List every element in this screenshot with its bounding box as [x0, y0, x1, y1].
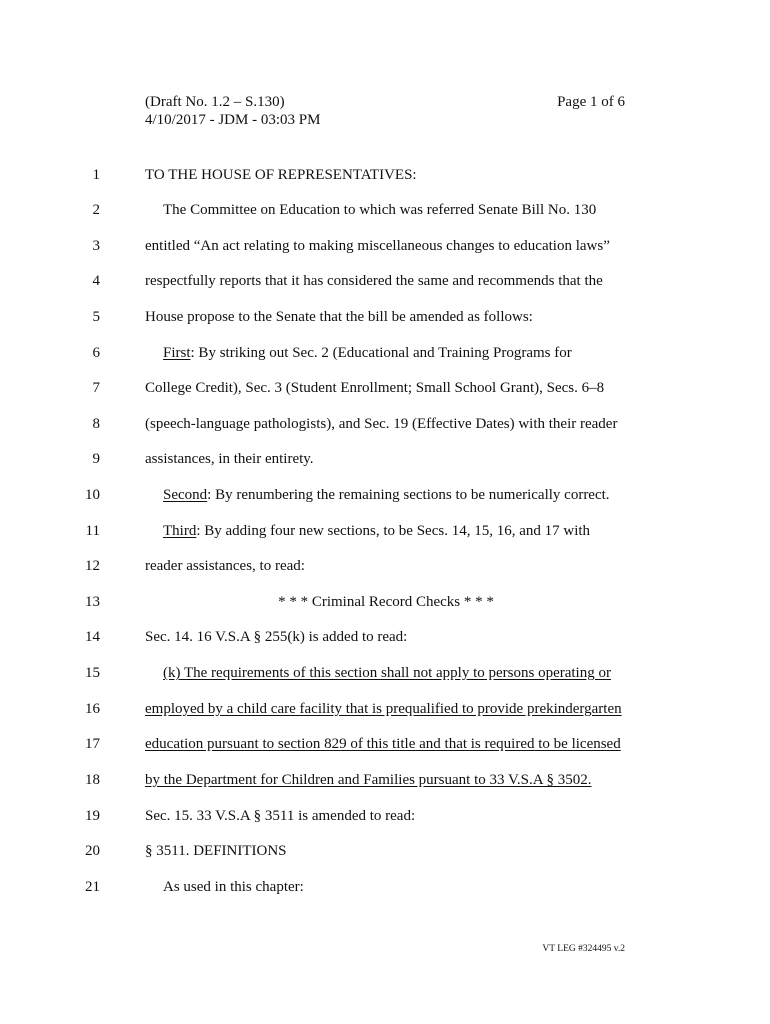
bill-line: [0, 200, 770, 224]
line-number: 6: [92, 345, 100, 361]
line-text: Sec. 15. 33 V.S.A § 3511 is amended to read:: [145, 808, 416, 824]
line-text-rest: : By renumbering the remaining sections to be numerically correct.: [207, 487, 610, 503]
line-number: 21: [85, 879, 100, 895]
bill-line: [0, 770, 770, 794]
line-number: 5: [92, 309, 100, 325]
bill-line: [0, 556, 770, 580]
line-text: College Credit), Sec. 3 (Student Enrollment; Small School Grant), Secs. 6–8: [145, 380, 605, 396]
line-number: 17: [85, 736, 100, 752]
bill-line: [0, 877, 770, 901]
bill-line: [0, 699, 770, 723]
bill-line: [0, 271, 770, 295]
bill-line: [0, 165, 770, 189]
line-text: TO THE HOUSE OF REPRESENTATIVES:: [145, 167, 417, 183]
line-number: 19: [85, 808, 100, 824]
line-text: The Committee on Education to which was referred Senate Bill No. 130: [163, 202, 597, 218]
bill-line: [0, 521, 770, 545]
line-number: 8: [92, 416, 100, 432]
line-text: [163, 521, 645, 541]
page-number: Page 1 of 6: [557, 94, 625, 110]
added-text: employed by a child care facility that is prequalified to provide prekindergarten: [145, 701, 622, 717]
line-number: 12: [85, 558, 100, 574]
line-number: 14: [85, 629, 100, 645]
bill-line: [0, 236, 770, 260]
draft-number: (Draft No. 1.2 – S.130): [145, 94, 285, 110]
line-number: 16: [85, 701, 100, 717]
amendment-ordinal: Third: [163, 523, 197, 539]
line-number: 9: [92, 451, 100, 467]
amendment-ordinal: Second: [163, 487, 208, 503]
bill-line: [0, 378, 770, 402]
added-text: education pursuant to section 829 of this title and that is required to be licensed: [145, 736, 621, 752]
added-text: (k) The requirements of this section shall not apply to persons operating or: [163, 665, 611, 681]
line-number: 20: [85, 843, 100, 859]
line-text: § 3511. DEFINITIONS: [145, 843, 287, 859]
line-text-rest: : By adding four new sections, to be Secs. 14, 15, 16, and 17 with: [196, 523, 591, 539]
line-number: 1: [92, 167, 100, 183]
line-number: 18: [85, 772, 100, 788]
line-text: Sec. 14. 16 V.S.A § 255(k) is added to read:: [145, 629, 408, 645]
line-text: respectfully reports that it has considered the same and recommends that the: [145, 273, 603, 289]
line-text: [163, 485, 645, 505]
bill-line: [0, 449, 770, 473]
bill-line: [0, 343, 770, 367]
line-number: 13: [85, 594, 100, 610]
line-number: 7: [92, 380, 100, 396]
bill-line: [0, 627, 770, 651]
bill-line: [0, 734, 770, 758]
bill-line: [0, 485, 770, 509]
line-text: As used in this chapter:: [163, 879, 304, 895]
added-text: by the Department for Children and Families pursuant to 33 V.S.A § 3502.: [145, 772, 592, 788]
bill-line: [0, 592, 770, 616]
line-text-rest: : By striking out Sec. 2 (Educational and Training Programs for: [190, 345, 572, 361]
draft-datetime: 4/10/2017 - JDM - 03:03 PM: [145, 112, 321, 128]
line-text: House propose to the Senate that the bill be amended as follows:: [145, 309, 533, 325]
page-header-left: [145, 93, 320, 129]
line-text: reader assistances, to read:: [145, 558, 305, 574]
amendment-ordinal: First: [163, 345, 191, 361]
line-number: 2: [92, 202, 100, 218]
bill-line: [0, 806, 770, 830]
bill-line: [0, 414, 770, 438]
line-text: assistances, in their entirety.: [145, 451, 314, 467]
line-text: [163, 343, 645, 363]
document-id-footer: VT LEG #324495 v.2: [542, 944, 625, 954]
line-number: 15: [85, 665, 100, 681]
section-heading: * * * Criminal Record Checks * * *: [278, 594, 494, 610]
line-number: 3: [92, 238, 100, 254]
bill-line: [0, 841, 770, 865]
line-text: (speech-language pathologists), and Sec. 19 (Effective Dates) with their reader: [145, 416, 618, 432]
bill-line: [0, 663, 770, 687]
line-number: 4: [92, 273, 100, 289]
bill-line: [0, 307, 770, 331]
line-number: 11: [85, 523, 100, 539]
line-text: entitled “An act relating to making miscellaneous changes to education laws”: [145, 238, 610, 254]
line-number: 10: [85, 487, 100, 503]
